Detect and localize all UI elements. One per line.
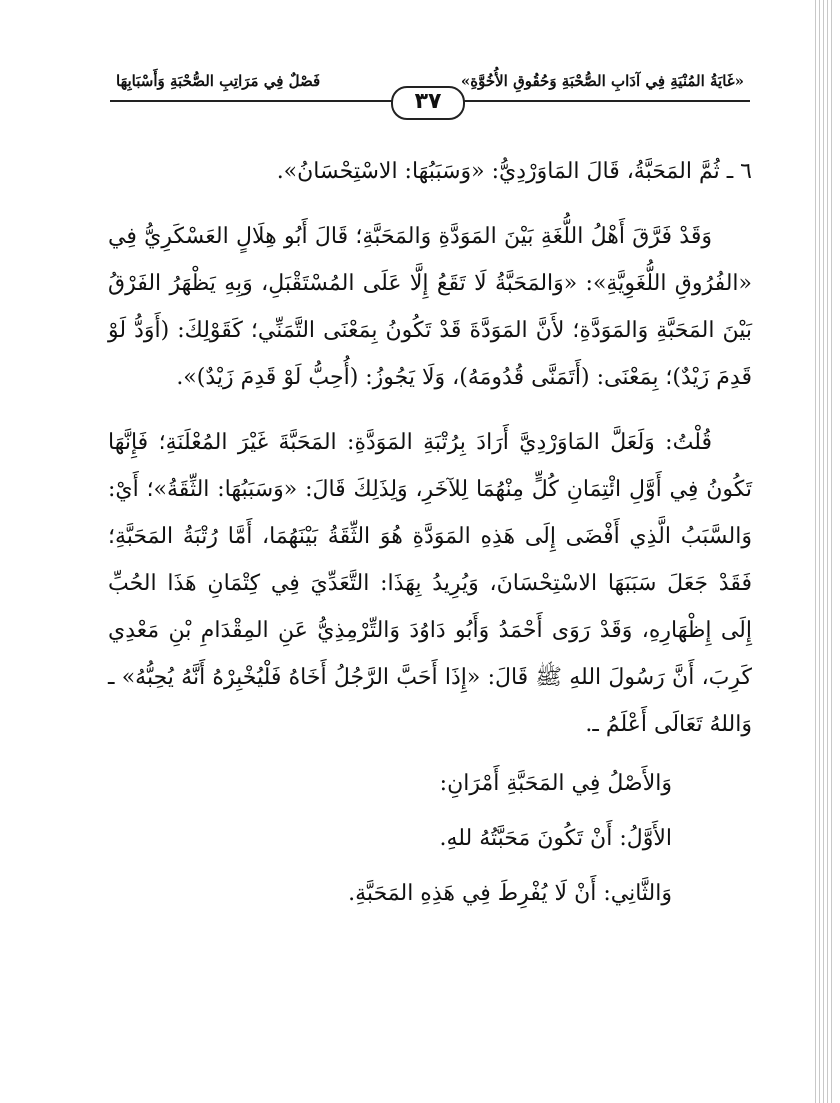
paragraph-2: وَقَدْ فَرَّقَ أَهْلُ اللُّغَةِ بَيْنَ المَوَدَّةِ وَالمَحَبَّةِ؛ قَالَ أَبُو هِلَالٍ العَسْكَرِيُّ فِي «الفُرُوقِ اللُّغَوِيَّةِ»: «وَالمَحَبَّةُ لَا تَقَعُ إِلَّا عَلَى المُسْتَقْبَلِ، وَبِهِ يَظْهَرُ الفَرْقُ بَيْنَ المَحَبَّةِ وَالمَوَدَّةِ؛ لأَنَّ المَوَدَّةَ قَدْ تَكُونُ بِمَعْنَى التَّمَنِّي؛ كَقَوْلِكَ: (أَوَدُّ لَوْ قَدِمَ زَيْدٌ)؛ بِمَعْنَى: (أَتَمَنَّى قُدُومَهُ)، وَلَا يَجُوزُ: (أُحِبُّ لَوْ قَدِمَ زَيْدٌ)».: [108, 224, 752, 390]
section-title: فَصْلٌ فِي مَرَاتِبِ الصُّحْبَةِ وَأَسْبَابِهَا: [116, 72, 321, 90]
page-body: [108, 148, 752, 925]
principle-first: الأَوَّلُ: أَنْ تَكُونَ مَحَبَّتُهُ للهِ.: [439, 826, 672, 851]
paragraph-1: ٦ ـ ثُمَّ المَحَبَّةُ، قَالَ المَاوَرْدِيُّ: «وَسَبَبُهَا: الاسْتِحْسَانُ».: [276, 159, 752, 184]
book-title: «غَايَةُ المُنْيَةِ فِي آدَابِ الصُّحْبَةِ وَحُقُوقِ الأُخُوَّةِ»: [460, 72, 744, 90]
paragraph-3: قُلْتُ: وَلَعَلَّ المَاوَرْدِيَّ أَرَادَ بِرُتْبَةِ المَوَدَّةِ: المَحَبَّةَ غَيْرَ المُعْلَنَةِ؛ فَإِنَّهَا تَكُونُ فِي أَوَّلِ ائْتِمَانِ كُلٍّ مِنْهُمَا لِلآخَرِ، وَلِذَلِكَ قَالَ: «وَسَبَبُهَا: الثِّقَةُ»؛ أَيْ: وَالسَّبَبُ الَّذِي أَفْضَى إِلَى هَذِهِ المَوَدَّةِ هُوَ الثِّقَةُ بَيْنَهُمَا، أَمَّا رُتْبَةُ المَحَبَّةِ؛ فَقَدْ جَعَلَ سَبَبَهَا الاسْتِحْسَانَ، وَيُرِيدُ بِهَذَا: التَّعَدِّيَ فِي كِتْمَانِ هَذَا الحُبِّ إِلَى إِظْهَارِهِ، وَقَدْ رَوَى أَحْمَدُ وَأَبُو دَاوُدَ وَالتِّرْمِذِيُّ عَنِ المِقْدَامِ بْنِ مَعْدِي كَرِبَ، أَنَّ رَسُولَ اللهِ ﷺ قَالَ: «إِذَا أَحَبَّ الرَّجُلُ أَخَاهُ فَلْيُخْبِرْهُ أَنَّهُ يُحِبُّهُ» ـ وَاللهُ تَعَالَى أَعْلَمُ ـ.: [108, 430, 752, 737]
page-number: ٣٧: [391, 86, 465, 120]
principle-second: وَالثَّانِي: أَنْ لَا يُفْرِطَ فِي هَذِهِ المَحَبَّةِ.: [348, 881, 672, 906]
page-edge-lines: [804, 0, 840, 1103]
principle-intro: وَالأَصْلُ فِي المَحَبَّةِ أَمْرَانِ:: [439, 771, 672, 796]
